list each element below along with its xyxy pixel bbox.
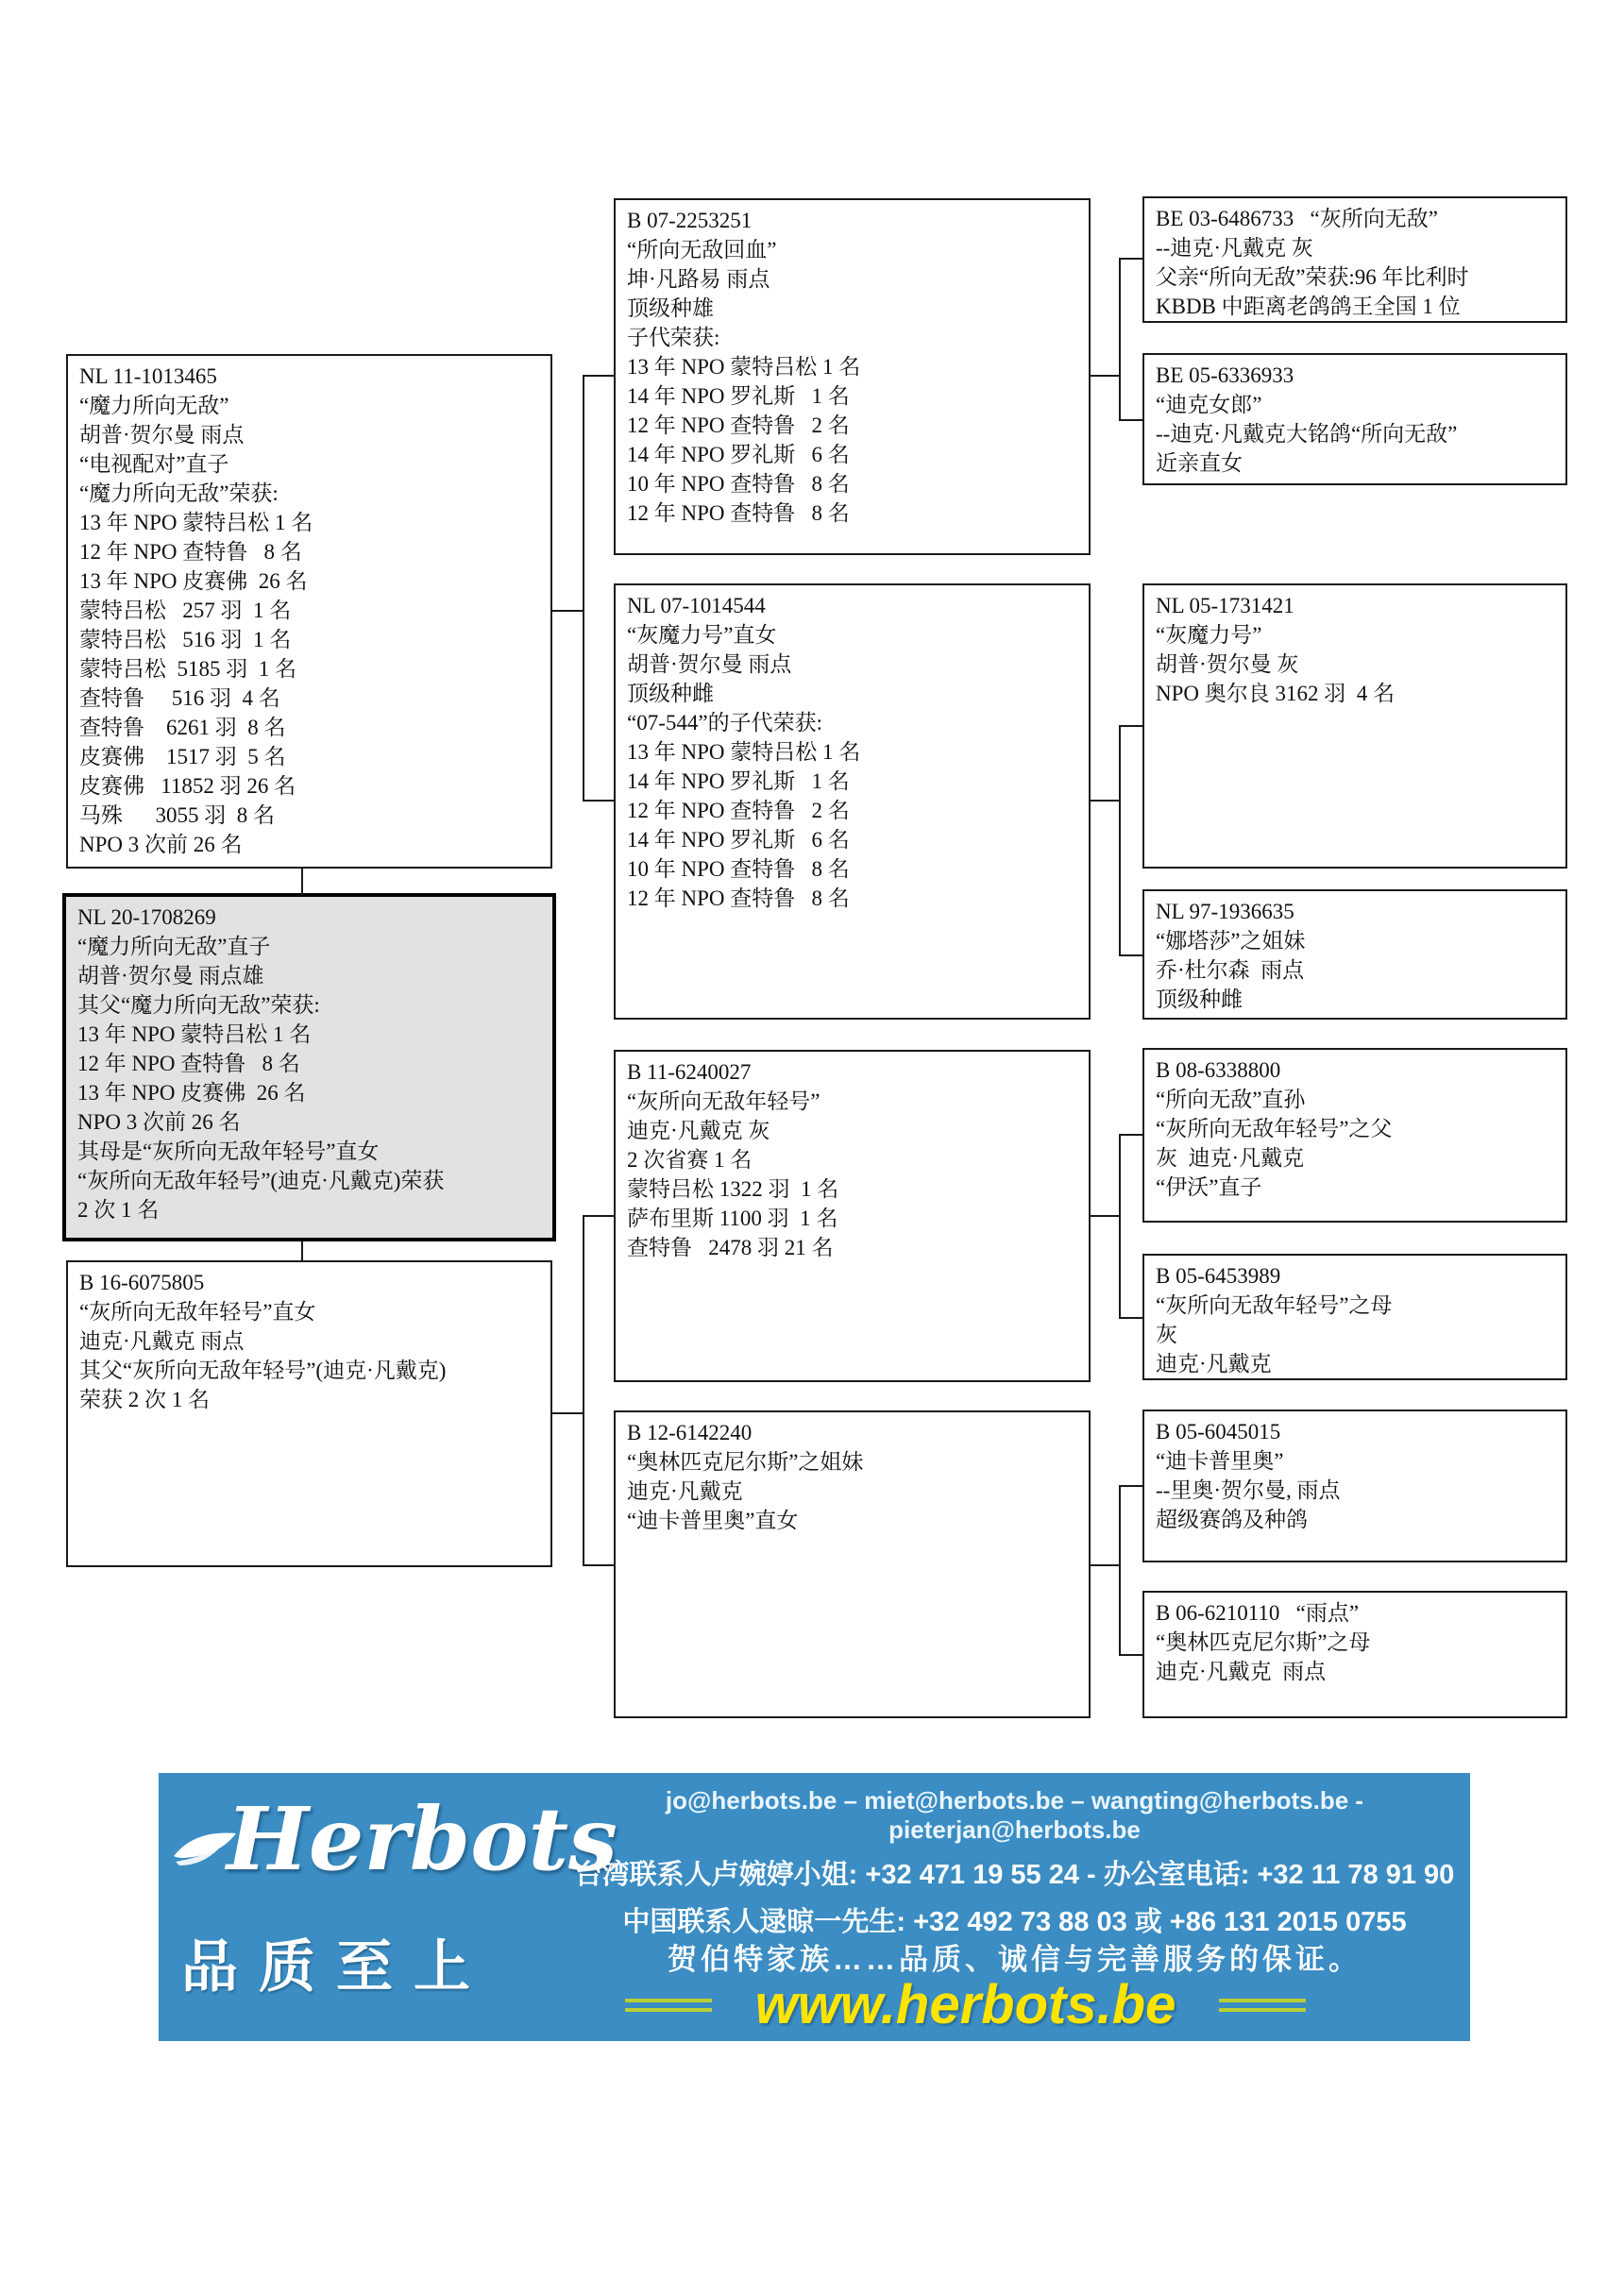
connector-line <box>583 1215 614 1217</box>
connector-line <box>1119 1317 1142 1319</box>
pedigree-box-sire-sire-dam <box>1142 353 1567 485</box>
pedigree-box-dam-dam-dam <box>1142 1591 1567 1718</box>
pedigree-text-line: --迪克·凡戴克大铭鸽“所向无敌” <box>1156 422 1458 446</box>
pedigree-box-sire-sire <box>614 198 1091 555</box>
pedigree-text-line: “迪卡普里奥”直女 <box>627 1509 799 1532</box>
accent-lines-right <box>1219 1999 1306 2012</box>
pedigree-box-dam-dam-sire <box>1142 1410 1567 1562</box>
pedigree-text-line: 胡普·贺尔曼 雨点 <box>627 652 792 676</box>
pedigree-text-line: 顶级种雄 <box>627 296 714 320</box>
pedigree-text-line: 蒙特吕松 257 羽 1 名 <box>79 599 292 622</box>
pedigree-text-line: BE 03-6486733 “灰所向无敌” <box>1156 207 1438 230</box>
connector-line <box>552 1412 584 1414</box>
pedigree-box-sire <box>66 354 552 869</box>
pedigree-text-line: 12 年 NPO 查特鲁 8 名 <box>627 501 850 525</box>
pedigree-box-dam-sire <box>614 1050 1091 1382</box>
pedigree-text-line: NL 05-1731421 <box>1156 594 1294 617</box>
connector-line <box>1091 800 1121 802</box>
pedigree-text-line: NPO 奥尔良 3162 羽 4 名 <box>1156 682 1396 705</box>
pedigree-text-line: “灰所向无敌年轻号” <box>627 1089 820 1113</box>
pedigree-text-line: 蒙特吕松 5185 羽 1 名 <box>79 657 296 681</box>
pedigree-text-line: “奥林匹克尼尔斯”之母 <box>1156 1630 1371 1654</box>
connector-line <box>1119 1654 1142 1656</box>
banner-contact-china: 中国联系人逯晾一先生: +32 492 73 88 03 或 +86 131 2015 0755 <box>622 1907 1407 1937</box>
pedigree-text-line: B 07-2253251 <box>627 209 753 232</box>
connector-line <box>1119 258 1142 260</box>
connector-line <box>583 800 614 802</box>
pedigree-text-line: 顶级种雌 <box>1156 988 1243 1011</box>
pedigree-text-line: 马殊 3055 羽 8 名 <box>79 803 275 827</box>
pedigree-text-line: “灰所向无敌年轻号”直女 <box>79 1300 316 1324</box>
pedigree-text-line: “所向无敌”直孙 <box>1156 1088 1306 1111</box>
connector-line <box>1119 725 1121 956</box>
pedigree-text-line: “迪克女郎” <box>1156 393 1262 416</box>
banner-contact-block <box>567 1786 1463 1939</box>
connector-line <box>1091 1564 1121 1566</box>
pedigree-text-line: 13 年 NPO 蒙特吕松 1 名 <box>627 740 861 764</box>
connector-line <box>1119 725 1142 727</box>
pedigree-text-line: 13 年 NPO 蒙特吕松 1 名 <box>77 1022 312 1046</box>
pedigree-text-line: 灰 <box>1156 1323 1177 1346</box>
pedigree-text-line: 近亲直女 <box>1156 451 1243 475</box>
pedigree-text-line: 10 年 NPO 查特鲁 8 名 <box>627 472 850 496</box>
pedigree-box-sire-dam-sire <box>1142 583 1567 869</box>
pedigree-text-line: “奥林匹克尼尔斯”之姐妹 <box>627 1450 864 1474</box>
connector-line <box>583 375 584 802</box>
connector-line <box>1119 954 1142 956</box>
connector-line <box>1119 1134 1121 1319</box>
pedigree-text-line: B 12-6142240 <box>627 1421 753 1444</box>
pedigree-text-line: “灰魔力号”直女 <box>627 623 777 647</box>
banner-website-row <box>499 1973 1432 2036</box>
connector-line <box>1091 375 1121 377</box>
pedigree-text-line: 查特鲁 2478 羽 21 名 <box>627 1236 834 1259</box>
pedigree-text-line: 迪克·凡戴克 灰 <box>627 1119 770 1142</box>
pedigree-text-line: 14 年 NPO 罗礼斯 6 名 <box>627 443 850 466</box>
herbots-logo <box>168 1779 617 1930</box>
banner-slogan: 贺伯特家族……品质、诚信与完善服务的保证。 <box>668 1943 1362 1976</box>
pedigree-text-line: 10 年 NPO 查特鲁 8 名 <box>627 857 850 881</box>
pedigree-text-line: 查特鲁 516 羽 4 名 <box>79 686 280 710</box>
pedigree-box-dam-sire-dam <box>1142 1254 1567 1380</box>
pedigree-text-line: 乔·杜尔森 雨点 <box>1156 958 1305 982</box>
pedigree-text-line: B 05-6045015 <box>1156 1420 1281 1443</box>
connector-line <box>583 1215 584 1566</box>
connector-line <box>1119 419 1142 421</box>
connector-line <box>301 1241 303 1262</box>
pedigree-text-line: 查特鲁 6261 羽 8 名 <box>79 716 286 739</box>
pedigree-text-line: 12 年 NPO 查特鲁 8 名 <box>627 886 850 910</box>
pedigree-text-line: 12 年 NPO 查特鲁 2 名 <box>627 414 850 437</box>
pedigree-text-line: 子代荣获: <box>627 326 720 349</box>
pedigree-text-line: 迪克·凡戴克 <box>1156 1352 1272 1376</box>
pedigree-text-line: 荣获 2 次 1 名 <box>79 1388 210 1411</box>
pedigree-text-line: B 05-6453989 <box>1156 1264 1281 1288</box>
pedigree-text-line: NPO 3 次前 26 名 <box>77 1110 241 1134</box>
pedigree-text-line: “娜塔莎”之姐妹 <box>1156 929 1306 953</box>
connector-line <box>552 610 584 612</box>
pedigree-text-line: 14 年 NPO 罗礼斯 6 名 <box>627 828 850 852</box>
pedigree-text-line: NL 20-1708269 <box>77 905 216 929</box>
connector-line <box>583 375 614 377</box>
connector-line <box>301 869 303 895</box>
herbots-banner <box>159 1773 1470 2041</box>
pedigree-text-line: NL 97-1936635 <box>1156 900 1294 923</box>
pedigree-text-line: 父亲“所向无敌”荣获:96 年比利时 <box>1156 265 1469 289</box>
pedigree-text-line: “灰所向无敌年轻号”之母 <box>1156 1293 1393 1317</box>
pedigree-text-line: 迪克·凡戴克 雨点 <box>79 1329 245 1353</box>
pedigree-text-line: 2 次省赛 1 名 <box>627 1148 753 1172</box>
pedigree-text-line: 其父“灰所向无敌年轻号”(迪克·凡戴克) <box>79 1359 447 1382</box>
pedigree-text-line: 13 年 NPO 蒙特吕松 1 名 <box>79 511 313 534</box>
pedigree-text-line: 2 次 1 名 <box>77 1198 160 1222</box>
pedigree-box-sire-dam <box>614 583 1091 1020</box>
banner-emails: jo@herbots.be – miet@herbots.be – wangting@herbots.be - pieterjan@herbots.be <box>665 1786 1364 1844</box>
pedigree-text-line: 13 年 NPO 皮赛佛 26 名 <box>77 1081 306 1105</box>
pedigree-text-line: 超级赛鸽及种鸽 <box>1156 1508 1308 1531</box>
connector-line <box>1119 1485 1121 1656</box>
pedigree-text-line: “迪卡普里奥” <box>1156 1449 1284 1473</box>
pedigree-text-line: 13 年 NPO 皮赛佛 26 名 <box>79 569 308 593</box>
pedigree-text-line: “灰所向无敌年轻号”(迪克·凡戴克)荣获 <box>77 1169 445 1192</box>
pedigree-text-line: --里奥·贺尔曼, 雨点 <box>1156 1478 1341 1502</box>
pedigree-text-line: “所向无敌回血” <box>627 238 777 262</box>
pedigree-text-line: “魔力所向无敌”荣获: <box>79 481 279 505</box>
pedigree-text-line: 蒙特吕松 1322 羽 1 名 <box>627 1177 839 1201</box>
pedigree-text-line: NL 07-1014544 <box>627 594 766 617</box>
pedigree-text-line: 胡普·贺尔曼 雨点雄 <box>77 964 264 988</box>
pedigree-text-line: 萨布里斯 1100 羽 1 名 <box>627 1207 838 1230</box>
connector-line <box>1119 258 1121 421</box>
pedigree-text-line: 迪克·凡戴克 雨点 <box>1156 1660 1327 1683</box>
pedigree-text-line: “灰所向无敌年轻号”之父 <box>1156 1117 1393 1140</box>
connector-line <box>1119 1485 1142 1487</box>
pedigree-text-line: 13 年 NPO 蒙特吕松 1 名 <box>627 355 861 379</box>
banner-website: www.herbots.be <box>754 1974 1176 2035</box>
pedigree-text-line: NPO 3 次前 26 名 <box>79 833 243 856</box>
pedigree-text-line: “电视配对”直子 <box>79 452 229 476</box>
connector-line <box>583 1564 614 1566</box>
connector-line <box>1119 1134 1142 1136</box>
pedigree-text-line: 胡普·贺尔曼 灰 <box>1156 652 1299 676</box>
pedigree-box-subject <box>62 893 556 1241</box>
pedigree-text-line: “伊沃”直子 <box>1156 1175 1262 1199</box>
pedigree-text-line: “魔力所向无敌” <box>79 394 229 417</box>
pedigree-text-line: --迪克·凡戴克 灰 <box>1156 236 1313 260</box>
pedigree-text-line: KBDB 中距离老鸽鸽王全国 1 位 <box>1156 295 1461 318</box>
pedigree-text-line: 皮赛佛 11852 羽 26 名 <box>79 774 296 798</box>
pedigree-text-line: B 16-6075805 <box>79 1271 205 1294</box>
pedigree-text-line: 坤·凡路易 雨点 <box>627 267 770 291</box>
accent-lines-left <box>625 1999 712 2012</box>
pedigree-box-dam <box>66 1260 552 1567</box>
connector-line <box>1091 1215 1121 1217</box>
pedigree-text-line: 12 年 NPO 查特鲁 2 名 <box>627 799 850 822</box>
pedigree-box-dam-sire-sire <box>1142 1048 1567 1223</box>
pedigree-text-line: “魔力所向无敌”直子 <box>77 935 271 958</box>
pedigree-text-line: B 11-6240027 <box>627 1060 752 1084</box>
pedigree-text-line: BE 05-6336933 <box>1156 363 1294 387</box>
herbots-logo-text: Herbots <box>227 1788 617 1890</box>
pedigree-text-line: 蒙特吕松 516 羽 1 名 <box>79 628 292 651</box>
pedigree-text-line: 其父“魔力所向无敌”荣获: <box>77 993 320 1017</box>
pedigree-box-sire-dam-dam <box>1142 889 1567 1020</box>
pedigree-text-line: 胡普·贺尔曼 雨点 <box>79 423 245 447</box>
pedigree-text-line: NL 11-1013465 <box>79 364 217 388</box>
pedigree-text-line: B 06-6210110 “雨点” <box>1156 1601 1360 1625</box>
pedigree-text-line: 12 年 NPO 查特鲁 8 名 <box>77 1052 300 1075</box>
pedigree-text-line: 皮赛佛 1517 羽 5 名 <box>79 745 286 768</box>
pedigree-text-line: 14 年 NPO 罗礼斯 1 名 <box>627 384 850 408</box>
pedigree-text-line: 14 年 NPO 罗礼斯 1 名 <box>627 769 850 793</box>
banner-contact-taiwan: 台湾联系人卢婉婷小姐: +32 471 19 55 24 - 办公室电话: +32 11 78 91 90 <box>574 1860 1455 1890</box>
pedigree-text-line: 其母是“灰所向无敌年轻号”直女 <box>77 1140 380 1163</box>
pedigree-text-line: B 08-6338800 <box>1156 1058 1281 1082</box>
pedigree-box-sire-sire-sire <box>1142 196 1567 323</box>
pedigree-text-line: “07-544”的子代荣获: <box>627 711 822 734</box>
pedigree-text-line: 顶级种雌 <box>627 682 714 705</box>
banner-tagline: 品质至上 <box>181 1935 491 1999</box>
pedigree-box-dam-dam <box>614 1410 1091 1718</box>
pedigree-text-line: 灰 迪克·凡戴克 <box>1156 1146 1305 1170</box>
pedigree-text-line: 12 年 NPO 查特鲁 8 名 <box>79 540 302 564</box>
pedigree-text-line: 迪克·凡戴克 <box>627 1479 743 1503</box>
pedigree-text-line: “灰魔力号” <box>1156 623 1262 647</box>
